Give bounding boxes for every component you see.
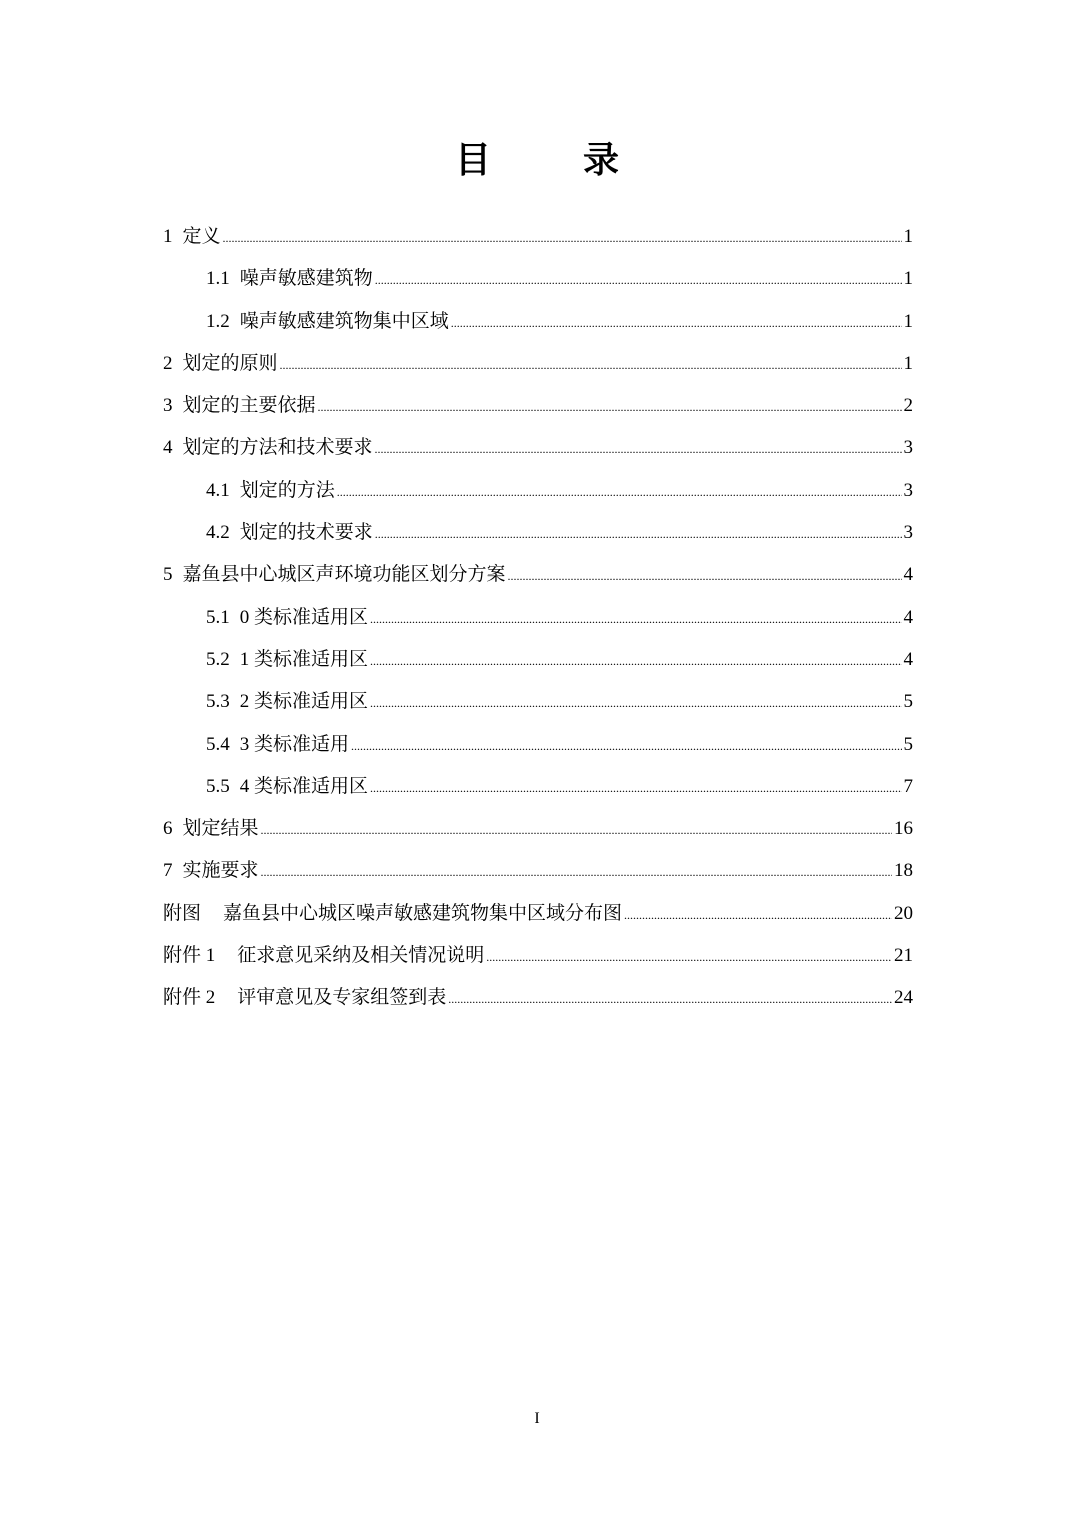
toc-entry-number: 附图 [163,902,202,924]
toc-entry-page: 20 [894,902,913,924]
toc-entry[interactable] [163,893,913,935]
toc-entry[interactable] [163,808,913,850]
toc-dot-leader [261,851,892,893]
toc-entry-label [206,681,368,723]
page-number: I [534,1410,540,1427]
toc-entry-page: 18 [894,860,913,882]
toc-entry-text: 实施要求 [182,860,259,882]
toc-dot-leader [451,302,902,344]
toc-entry-number: 3 [163,395,173,417]
toc-dot-leader [448,978,892,1020]
toc-entry-number: 附件 1 [163,945,216,967]
toc-entry-page: 5 [903,691,913,713]
toc-entry-page: 21 [894,945,913,967]
toc-entry[interactable] [163,258,913,300]
toc-entry-number: 1.1 [206,268,230,290]
toc-entry-page: 4 [903,606,913,628]
toc-dot-leader [223,217,902,259]
toc-entry-text: 划定结果 [182,818,259,840]
toc-entry-number: 5.3 [206,691,230,713]
toc-entry[interactable] [163,681,913,723]
toc-entry-page: 1 [903,268,913,290]
toc-entry-text: 1 类标准适用区 [239,648,369,670]
toc-entry[interactable] [163,427,913,469]
toc-entry-label [163,935,484,977]
toc-dot-leader [375,513,902,555]
toc-dot-leader [370,767,901,809]
toc-entry-number: 5.1 [206,606,230,628]
toc-dot-leader [280,344,902,386]
toc-entry-number: 5.5 [206,775,230,797]
toc-dot-leader [351,725,901,767]
toc-entry-text: 定义 [182,226,221,247]
toc-entry-label [206,301,449,343]
toc-dot-leader [375,428,902,470]
toc-entry-text: 划定的主要依据 [182,395,316,417]
toc-entry-number: 7 [163,860,173,882]
toc-entry-label [163,808,259,850]
toc-entry[interactable] [163,385,913,427]
toc-entry-label [206,512,373,554]
toc-entry-number: 4.1 [206,479,230,501]
toc-entry-text: 评审意见及专家组签到表 [237,987,447,1009]
toc-entry-label [206,724,349,766]
toc-entry-text: 划定的技术要求 [239,522,373,544]
toc-entry-label [163,427,373,469]
toc-entry-number: 1 [163,226,173,247]
toc-entry[interactable] [163,766,913,808]
toc-entry-text: 嘉鱼县中心城区声环境功能区划分方案 [182,564,506,586]
toc-entry-page: 4 [903,648,913,670]
toc-entry-label [163,385,316,427]
toc-dot-leader [318,386,902,428]
toc-entry-page: 7 [903,775,913,797]
toc-entry-label [163,216,221,258]
toc-entry-text: 噪声敏感建筑物集中区域 [239,310,449,332]
toc-entry[interactable] [163,597,913,639]
toc-entry-text: 征求意见采纳及相关情况说明 [237,945,485,967]
toc-entry-label [163,893,622,935]
toc-entry-text: 划定的方法和技术要求 [182,437,373,459]
toc-entry-label [163,977,446,1019]
toc-entry-number: 5 [163,564,173,586]
toc-dot-leader [370,640,901,682]
toc-entry-number: 1.2 [206,310,230,332]
toc-entry[interactable] [163,977,913,1019]
toc-entry-label [206,597,368,639]
table-of-contents [163,216,913,1020]
toc-dot-leader [370,682,901,724]
toc-entry-number: 5.4 [206,733,230,755]
page-title: 目 录 [454,140,647,180]
toc-entry-number: 5.2 [206,648,230,670]
toc-entry-page: 1 [903,352,913,374]
toc-dot-leader [624,894,892,936]
toc-entry-page: 1 [903,310,913,332]
toc-entry-page: 1 [903,226,913,247]
toc-entry-label [206,470,335,512]
toc-entry-text: 4 类标准适用区 [239,775,369,797]
toc-entry[interactable] [163,470,913,512]
toc-entry-label [206,766,368,808]
toc-dot-leader [261,809,892,851]
toc-entry-number: 附件 2 [163,987,216,1009]
toc-entry-text: 划定的方法 [239,479,335,501]
toc-entry-number: 6 [163,818,173,840]
toc-entry[interactable] [163,639,913,681]
toc-entry-label [163,554,506,596]
toc-entry[interactable] [163,512,913,554]
toc-entry-number: 4.2 [206,522,230,544]
toc-entry[interactable] [163,935,913,977]
toc-entry-page: 16 [894,818,913,840]
toc-dot-leader [486,936,892,978]
toc-entry-text: 噪声敏感建筑物 [239,268,373,290]
toc-entry-text: 划定的原则 [182,352,278,374]
toc-entry-text: 嘉鱼县中心城区噪声敏感建筑物集中区域分布图 [223,902,623,924]
toc-entry-page: 3 [903,522,913,544]
toc-entry[interactable] [163,554,913,596]
toc-entry-label [163,343,278,385]
toc-entry-text: 3 类标准适用 [239,733,350,755]
toc-entry-page: 3 [903,479,913,501]
toc-entry[interactable] [163,343,913,385]
toc-entry-page: 3 [903,437,913,459]
toc-entry-number: 2 [163,352,173,374]
toc-entry-page: 24 [894,987,913,1009]
toc-dot-leader [337,471,902,513]
toc-dot-leader [370,598,901,640]
toc-entry-label [206,258,373,300]
toc-entry-text: 0 类标准适用区 [239,606,369,628]
toc-entry[interactable] [163,301,913,343]
toc-entry-page: 4 [903,564,913,586]
toc-entry[interactable] [163,724,913,766]
toc-entry-page: 2 [903,395,913,417]
toc-entry[interactable] [163,216,913,258]
toc-entry-page: 5 [903,733,913,755]
toc-entry-number: 4 [163,437,173,459]
toc-entry[interactable] [163,850,913,892]
toc-entry-label [163,850,259,892]
toc-entry-label [206,639,368,681]
toc-entry-text: 2 类标准适用区 [239,691,369,713]
toc-dot-leader [508,555,902,597]
toc-dot-leader [375,259,902,301]
